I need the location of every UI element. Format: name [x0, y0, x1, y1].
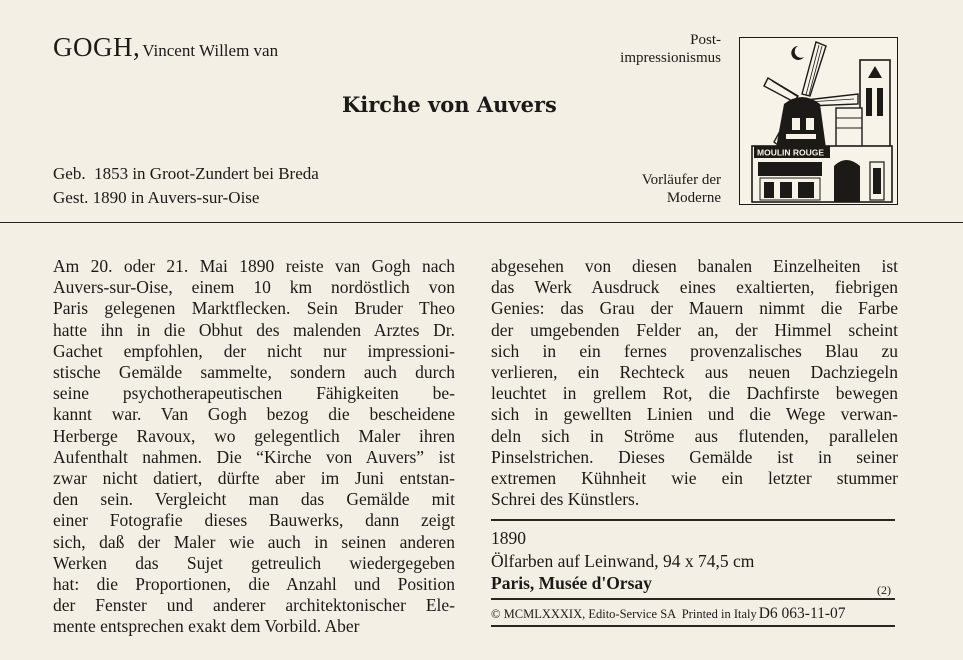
text-line: Pinselstrichen. Dieses Gemälde ist in seiner	[491, 446, 898, 467]
description-left-column	[53, 256, 455, 638]
text-line: sich, daß der Maler wie auch in seinen anderen	[53, 531, 455, 552]
artwork-year: 1890	[491, 528, 526, 548]
text-line: Werken das Sujet getreulich wiedergegeben	[53, 552, 455, 573]
moulin-rouge-logo	[739, 37, 898, 205]
text-line: sich in ein fernes provenzalisches Blau zu	[491, 340, 898, 361]
text-line: Herberge Ravoux, wo gelegentlich Maler ihren	[53, 425, 455, 446]
text-line: hat: die Proportionen, die Anzahl und Position	[53, 574, 455, 595]
artist-given-names: Vincent Willem van	[142, 41, 279, 60]
header-divider	[0, 222, 963, 223]
death-info: Gest. 1890 in Auvers-sur-Oise	[53, 188, 260, 207]
artwork-title: Kirche von Auvers	[342, 92, 557, 117]
text-line: Auvers-sur-Oise, einem 10 km nordöstlich von	[53, 277, 455, 298]
text-line: den sein. Vergleicht man das Gemälde mit	[53, 489, 455, 510]
artwork-location: Paris, Musée d'Orsay	[491, 573, 652, 593]
text-line: Genies: das Grau der Mauern nimmt die Farbe	[491, 298, 898, 319]
text-line: leuchtet in grellem Rot, die Dachfirste bewegen	[491, 383, 898, 404]
logo-sign-text: MOULIN ROUGE	[757, 147, 825, 158]
text-line: Am 20. oder 21. Mai 1890 reiste van Gogh nach	[53, 256, 455, 276]
artist-surname: GOGH,	[53, 32, 141, 62]
description-right-column	[491, 256, 898, 510]
precursor-note	[642, 171, 721, 207]
text-line: der umgebenden Felder an, der Himmel scheint	[491, 319, 898, 340]
artist-biography	[53, 163, 319, 209]
text-line: seine psychotherapeutischen Fähigkeiten be-	[53, 383, 455, 404]
text-line: deln sich in Ströme aus flutenden, parallelen	[491, 425, 898, 446]
artwork-medium: Ölfarben auf Leinwand, 94 x 74,5 cm	[491, 551, 755, 571]
movement-line-2: impressionismus	[620, 50, 721, 66]
text-line: Schrei des Künstlers.	[491, 489, 640, 510]
text-line: hatte ihn in die Obhut des malenden Arztes Dr.	[53, 319, 455, 340]
copyright-line	[491, 605, 846, 623]
birth-info: Geb. 1853 in Groot-Zundert bei Breda	[53, 164, 319, 183]
text-line: abgesehen von diesen banalen Einzelheiten ist	[491, 256, 898, 276]
artwork-info-divider-middle	[491, 598, 895, 600]
text-line: verlieren, ein Rechteck aus neuen Dachziegeln	[491, 362, 898, 383]
text-line: einer Fotografie dieses Bauwerks, dann zeigt	[53, 510, 455, 531]
text-line: stische Gemälde sammelte, sondern auch durch	[53, 362, 455, 383]
precursor-line-2: Moderne	[666, 190, 721, 206]
moulin-rouge-windmill-icon	[740, 38, 897, 204]
artist-name	[53, 32, 278, 63]
text-line: kannt war. Van Gogh bezog die bescheidene	[53, 404, 455, 425]
movement-line-1: Post-	[690, 32, 721, 48]
text-line: extremen Kühnheit wie ein letzter stummer	[491, 468, 898, 489]
catalog-code: D6 063-11-07	[758, 605, 846, 622]
precursor-line-1: Vorläufer der	[641, 172, 721, 188]
text-line: Aufenthalt nahmen. Die “Kirche von Auvers” ist	[53, 446, 455, 467]
text-line: Paris gelegenen Marktflecken. Sein Bruder Theo	[53, 298, 455, 319]
copyright-text: © MCMLXXXIX, Edito-Service SA Printed in Italy	[491, 607, 757, 621]
text-line: das Werk Ausdruck eines exaltierten, fiebrigen	[491, 277, 898, 298]
text-line: mente entsprechen exakt dem Vorbild. Aber	[53, 616, 360, 637]
artwork-info-divider-top	[491, 519, 895, 521]
text-line: zwar nicht datiert, dürfte aber im Juni entstan-	[53, 468, 455, 489]
text-line: sich in gewellten Linien und die Wege verwan-	[491, 404, 898, 425]
text-line: Gachet empfohlen, der nicht nur impressioni-	[53, 340, 455, 361]
text-line: der Fenster und anderer architektonischer Ele-	[53, 595, 455, 616]
artwork-info-divider-bottom	[491, 625, 895, 627]
card-number: (2)	[877, 583, 891, 597]
art-movement	[620, 31, 721, 67]
